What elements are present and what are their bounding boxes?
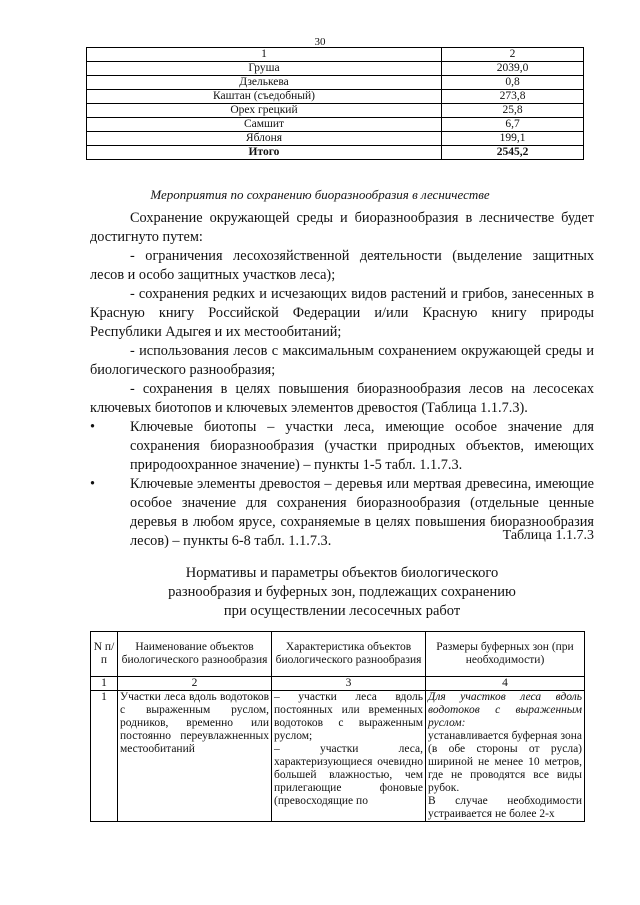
table-row (91, 691, 585, 822)
header-name: Наименование объектов биологического разнообразия (118, 632, 272, 677)
total-value: 2545,2 (442, 146, 584, 160)
bullet-item (90, 418, 594, 475)
buffer-zone-text: В случае необходимости устраивается не более 2-х (428, 795, 582, 820)
total-label: Итого (87, 146, 442, 160)
species-name: Каштан (съедобный) (87, 90, 442, 104)
header-number: N п/п (91, 632, 118, 677)
species-name: Самшит (87, 118, 442, 132)
table-title (90, 564, 594, 621)
table-row (87, 118, 584, 132)
species-value: 273,8 (442, 90, 584, 104)
list-item: - ограничения лесохозяйственной деятельности (выделение защитных лесов и особо защитных участков леса); (90, 248, 594, 283)
species-value: 199,1 (442, 132, 584, 146)
page-number: 30 (314, 36, 326, 48)
table-row (87, 76, 584, 90)
table-label: Таблица 1.1.7.3 (502, 528, 594, 543)
bullet-marker: • (90, 419, 96, 435)
buffer-zone-text: устанавливается буферная зона (в обе стороны от русла) шириной не менее 10 метров, где не проводятся все виды рубок. (428, 730, 582, 794)
species-value: 2039,0 (442, 62, 584, 76)
object-name: Участки леса вдоль водотоков с выраженным руслом, родников, временно или постоянно переувлажненных местообитаний (118, 691, 272, 822)
table-number-row (91, 677, 585, 691)
species-value: 25,8 (442, 104, 584, 118)
table-row (87, 104, 584, 118)
species-name: Груша (87, 62, 442, 76)
column-number: 3 (272, 677, 426, 691)
column-number: 4 (426, 677, 585, 691)
characteristic-part: – участки леса, характеризующиеся очевидно большей влажностью, чем прилегающие фоновые (превосходящие по (274, 743, 423, 807)
table-row (87, 132, 584, 146)
object-characteristic (272, 691, 426, 822)
species-name: Яблоня (87, 132, 442, 146)
body-text (90, 209, 594, 551)
table-row (87, 90, 584, 104)
buffer-zone-heading: Для участков леса вдоль водотоков с выраженным руслом: (428, 691, 582, 729)
species-value: 0,8 (442, 76, 584, 90)
buffer-zone (426, 691, 585, 822)
biodiversity-table (90, 631, 585, 822)
header-characteristic: Характеристика объектов биологического разнообразия (272, 632, 426, 677)
species-value: 6,7 (442, 118, 584, 132)
table-header-cell: 1 (87, 48, 442, 62)
list-item: - сохранения редких и исчезающих видов растений и грибов, занесенных в Красную книгу Российской Федерации и/или Красную книгу природы Республики Адыгея и их местообитаний; (90, 286, 594, 340)
table-header-cell: 2 (442, 48, 584, 62)
table-title-line: Нормативы и параметры объектов биологического (185, 565, 499, 581)
bullet-marker: • (90, 476, 96, 492)
column-number: 1 (91, 677, 118, 691)
table-header-row (87, 48, 584, 62)
table-header-row (91, 632, 585, 677)
table-title-line: разнообразия и буферных зон, подлежащих сохранению (168, 584, 516, 600)
list-item: - сохранения в целях повышения биоразнообразия лесов на лесосеках ключевых биотопов и ключевых элементов древостоя (Таблица 1.1.7.3). (90, 381, 594, 416)
table-row (87, 62, 584, 76)
species-table (86, 47, 584, 160)
row-number: 1 (91, 691, 118, 822)
table-total-row (87, 146, 584, 160)
bullet-text: Ключевые биотопы – участки леса, имеющие особое значение для сохранения биоразнообразия (участки природных объектов, имеющих природоохранное значение) – пункты 1-5 табл. 1.1.7.3. (130, 419, 594, 473)
species-name: Дзелькева (87, 76, 442, 90)
species-name: Орех грецкий (87, 104, 442, 118)
paragraph-intro: Сохранение окружающей среды и биоразнообразия в лесничестве будет достигнуто путем: (90, 210, 594, 245)
characteristic-part: – участки леса вдоль постоянных или временных водотоков с выраженным руслом; (274, 691, 423, 742)
bullet-text: Ключевые элементы древостоя – деревья или мертвая древесина, имеющие особое значение для сохранения биоразнообразия (отдельные ценные деревья в любом ярусе, сохраняемые в целях повышения биоразнообразия лесов) – пункты 6-8 табл. 1.1.7.3. (130, 476, 594, 549)
table-title-line: при осуществлении лесосечных работ (223, 603, 461, 619)
section-title: Мероприятия по сохранению биоразнообразия в лесничестве (150, 187, 490, 202)
list-item: - использования лесов с максимальным сохранением окружающей среды и биологического разнообразия; (90, 343, 594, 378)
column-number: 2 (118, 677, 272, 691)
header-buffer: Размеры буферных зон (при необходимости) (426, 632, 585, 677)
